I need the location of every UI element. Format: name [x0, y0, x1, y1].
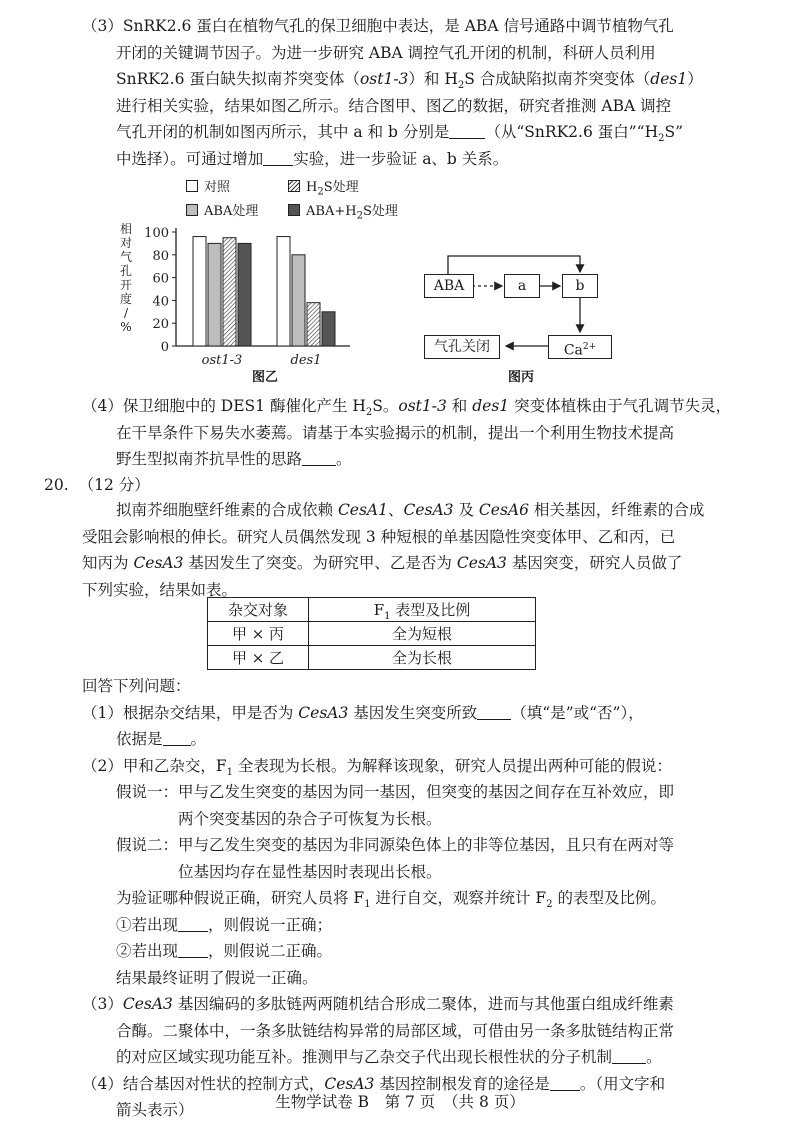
question-score: （12 分） [78, 476, 150, 494]
answer-blank[interactable] [449, 123, 485, 139]
legend-aba: ABA处理 [186, 200, 258, 224]
x-tick-label: des1 [290, 353, 322, 368]
question-20-header [44, 472, 150, 499]
y-tick-label: 40 [152, 294, 169, 310]
table-row [208, 622, 536, 646]
flow-box-aba: ABA [424, 274, 474, 298]
table-cell: 全为长根 [309, 646, 536, 670]
y-tick-label: 60 [152, 271, 169, 287]
figure-b-caption: 图乙 [252, 370, 279, 385]
answer-blank[interactable] [477, 704, 511, 720]
question-number: 20. [44, 476, 69, 494]
bar-des1-3 [322, 312, 335, 346]
flow-box-b: b [562, 274, 598, 298]
bar-ost1-3-2 [223, 238, 236, 346]
bar-ost1-3-3 [238, 243, 251, 346]
arrow-aba-b-top [448, 256, 580, 274]
table-header: $F_1$ 表型及比例 [309, 598, 536, 622]
answer-blank[interactable] [178, 942, 208, 958]
x-tick-label: ost1-3 [201, 353, 243, 368]
bar-ost1-3-0 [193, 237, 206, 346]
answer-blank[interactable] [163, 730, 191, 746]
answer-blank[interactable] [178, 916, 208, 932]
y-tick-label: 80 [152, 248, 169, 264]
bar-chart [120, 218, 380, 388]
bar-ost1-3-1 [208, 243, 221, 346]
bar-des1-2 [307, 303, 320, 346]
answer-blank[interactable] [550, 1075, 580, 1091]
question-20-stem: 拟南芥细胞壁纤维素的合成依赖 CesA1、CesA3 及 CesA6 相关基因，纤维素的合成 受阻会影响根的伸长。研究人员偶然发现 3 种短根的单基因隐性突变体甲、乙和丙，已 知丙为 CesA3 基因发生了突变。为研究甲、乙是否为 CesA3 基因突变，研究人员做了 下列实验，结果如表。 [82, 501, 705, 599]
table-cell: 甲 × 乙 [208, 646, 309, 670]
figure-c-caption: 图丙 [508, 370, 535, 385]
y-tick-label: 100 [144, 226, 169, 241]
page-footer: 生物学试卷 B 第 7 页 （共 8 页） [275, 1093, 525, 1111]
question-3-text: （3）SnRK2.6 蛋白在植物气孔的保卫细胞中表达，是 ABA 信号通路中调节植物气孔 开闭的关键调节因子。为进一步研究 ABA 调控气孔开闭的机制，科研人员利用 SnRK2.6 蛋白缺失拟南芥突变体（ost1-3）和 $H_2S$ 合成缺陷拟南芥突变体（des1） 进行相关实验，结果如图乙所示。结合图甲、图乙的数据，研究者推测 ABA 调控 气孔开闭的机制如图丙所示，其中 a 和 b 分别是 （从“SnRK2.6 蛋白$”“H_2S$” 中选择）。可通过增加 实验，进一步验证 a、b 关系。 [82, 17, 703, 168]
y-axis-title: 相对气孔开度 / % [119, 222, 132, 334]
question-20-subquestions: 回答下列问题： （1）根据杂交结果，甲是否为 CesA3 基因发生突变所致 （填“是”或“否”）， 依据是 。 （2）甲和乙杂交，$F_1$ 全表现为长根。为解释该现象，研究人员提出两种可能的假说： 假说一：甲与乙发生突变的基因为同一基因，但突变的基因之间存在互补效应，即 两个突变基因的杂合子可恢复为长根。 假说二：甲与乙发生突变的基因为非同源染色体上的非等位基因，且只有在两对等 位基因均存在显性基因时表现出长根。 为验证哪种假说正确，研究人员将 $F_1$ 进行自交，观察并统计 $F_2$ 的表型及比例。 ①若出现 ，则假说一正确； ②若出现 ，则假说二正确。 结果最终证明了假说一正确。 （3）CesA3 基因编码的多肽链两两随机结合形成二聚体，进而与其他蛋白组成纤维素 合酶。二聚体中，一条多肽链结构异常的局部区域，可借由另一条多肽链结构正常 的对应区域实现功能互补。推测甲与乙杂交子代出现长根性状的分子机制 。 （4）结合基因对性状的控制方式，CesA3 基因控制根发育的途径是 。（用文字和 箭头表示） [82, 677, 675, 1119]
answer-blank[interactable] [612, 1048, 646, 1064]
y-tick-label: 0 [160, 340, 169, 355]
cross-results-table [207, 597, 536, 670]
y-tick-label: 20 [152, 317, 169, 333]
legend-control: 对照 [186, 176, 230, 200]
flow-box-a: a [504, 274, 540, 298]
table-row [208, 646, 536, 670]
table-cell: 甲 × 丙 [208, 622, 309, 646]
bar-des1-0 [277, 237, 290, 346]
legend-aba-h2s: $ABA+H_2S$处理 [288, 200, 398, 224]
table-header-row [208, 598, 536, 622]
table-header: 杂交对象 [208, 598, 309, 622]
flow-box-calcium: $Ca^{2+}$ [548, 335, 612, 359]
answer-blank[interactable] [263, 150, 293, 166]
bar-des1-1 [292, 255, 305, 346]
question-4-text: （4）保卫细胞中的 DES1 酶催化产生 $H_2S$。ost1-3 和 des1 突变体植株由于气孔调节失灵， 在干旱条件下易失水萎蔫。请基于本实验揭示的机制，提出一个利用生物技术提高 野生型拟南芥抗旱性的思路 。 [82, 397, 732, 468]
legend-h2s: $H_2S$处理 [288, 176, 359, 200]
table-cell: 全为短根 [309, 622, 536, 646]
answer-blank[interactable] [302, 450, 336, 466]
flow-box-stomata-closure: 气孔关闭 [424, 335, 500, 359]
